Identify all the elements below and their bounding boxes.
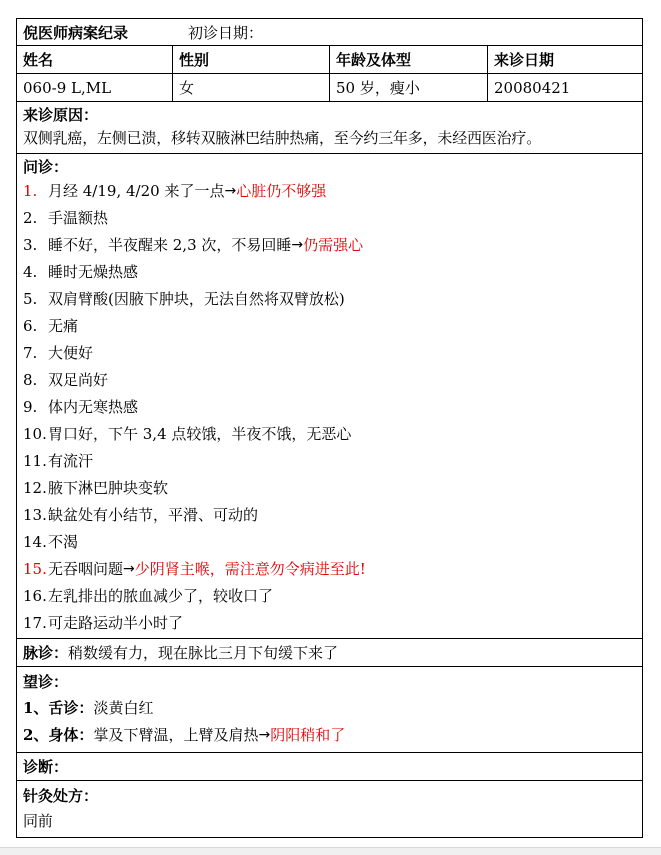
inquiry-item-text: 可走路运动半小时了 <box>48 614 184 632</box>
column-header-age-build: 年龄及体型 <box>329 46 487 73</box>
tongue-label: 1、舌诊： <box>23 699 94 717</box>
patient-visit-date: 20080421 <box>487 74 642 101</box>
inquiry-item-text: 无痛 <box>48 317 79 335</box>
inquiry-item-note: 仍需强心 <box>303 236 364 254</box>
inquiry-item-number: 15. <box>23 560 47 578</box>
inquiry-item-text: 月经 4/19, 4/20 来了一点 <box>48 182 225 200</box>
inquiry-item-number: 14. <box>23 533 47 551</box>
body-note: 阴阳稍和了 <box>270 726 346 744</box>
record-header <box>17 19 642 46</box>
inquiry-item-number: 6. <box>23 317 38 335</box>
inquiry-item-text: 体内无寒热感 <box>48 398 139 416</box>
inquiry-item-number: 2. <box>23 209 38 227</box>
acupuncture-label: 针灸处方： <box>23 787 99 805</box>
visit-reason-section <box>17 102 642 154</box>
inquiry-section <box>17 154 642 639</box>
inquiry-item-text: 左乳排出的脓血减少了，较收口了 <box>48 587 274 605</box>
inquiry-item-number: 9. <box>23 398 38 416</box>
inquiry-item <box>23 286 636 313</box>
pulse-section <box>17 639 642 667</box>
inquiry-item <box>23 394 636 421</box>
visit-reason-text: 双侧乳癌，左侧已溃，移转双腋淋巴结肿热痛，至今约三年多，未经西医治疗。 <box>23 129 542 147</box>
inquiry-item <box>23 556 636 583</box>
inquiry-item-number: 12. <box>23 479 47 497</box>
inquiry-item <box>23 448 636 475</box>
inquiry-item-text: 双肩臂酸(因腋下肿块，无法自然将双臂放松) <box>48 290 345 308</box>
body-label: 2、身体： <box>23 726 94 744</box>
body-line <box>23 722 636 749</box>
inspection-label: 望诊： <box>23 673 69 691</box>
inquiry-item-number: 8. <box>23 371 38 389</box>
inquiry-item <box>23 232 636 259</box>
acupuncture-text: 同前 <box>23 812 53 830</box>
inquiry-item-text: 睡不好，半夜醒来 2,3 次，不易回睡 <box>48 236 292 254</box>
first-visit-date-label: 初诊日期： <box>188 23 264 42</box>
inquiry-item <box>23 610 636 637</box>
inquiry-item-number: 7. <box>23 344 38 362</box>
inquiry-item <box>23 313 636 340</box>
diagnosis-section <box>17 753 642 781</box>
arrow-icon: → <box>258 727 271 743</box>
column-header-row <box>17 46 642 74</box>
inquiry-item-number: 11. <box>23 452 47 470</box>
inquiry-item-text: 双足尚好 <box>48 371 109 389</box>
pulse-label: 脉诊： <box>23 644 69 662</box>
inquiry-label: 问诊： <box>23 158 69 176</box>
inquiry-item-text: 不渴 <box>48 533 79 551</box>
inquiry-item <box>23 205 636 232</box>
patient-sex: 女 <box>172 74 329 101</box>
tongue-line <box>23 695 636 722</box>
inquiry-item-number: 13. <box>23 506 47 524</box>
body-text: 掌及下臂温，上臂及肩热 <box>93 726 259 744</box>
inquiry-item-note: 心脏仍不够强 <box>236 182 327 200</box>
column-header-visit-date: 来诊日期 <box>487 46 642 73</box>
inquiry-item <box>23 340 636 367</box>
inquiry-item-number: 1. <box>23 182 38 200</box>
inquiry-item <box>23 421 636 448</box>
column-header-sex: 性别 <box>172 46 329 73</box>
inquiry-item-text: 胃口好，下午 3,4 点较饿，半夜不饿，无恶心 <box>48 425 352 443</box>
inquiry-item <box>23 583 636 610</box>
inspection-section <box>17 667 642 753</box>
inquiry-item-number: 10. <box>23 425 47 443</box>
patient-info-row <box>17 74 642 102</box>
arrow-icon: → <box>224 183 237 199</box>
inquiry-item <box>23 259 636 286</box>
diagnosis-label: 诊断： <box>23 758 69 776</box>
inquiry-item-number: 5. <box>23 290 38 308</box>
column-header-name: 姓名 <box>23 51 54 69</box>
inquiry-list <box>23 178 636 637</box>
inquiry-item-text: 大便好 <box>48 344 94 362</box>
inquiry-item-text: 无吞咽问题 <box>48 560 124 578</box>
record-title: 倪医师病案纪录 <box>23 23 129 42</box>
inquiry-item-number: 16. <box>23 587 47 605</box>
pulse-text: 稍数缓有力，现在脉比三月下旬缓下来了 <box>68 644 339 662</box>
inquiry-item-text: 睡时无燥热感 <box>48 263 139 281</box>
patient-name: 060-9 L,ML <box>23 78 112 97</box>
inquiry-item <box>23 178 636 205</box>
inquiry-item-number: 4. <box>23 263 38 281</box>
inquiry-item-text: 缺盆处有小结节，平滑、可动的 <box>48 506 259 524</box>
tongue-text: 淡黄白红 <box>93 699 154 717</box>
inquiry-item-text: 有流汗 <box>48 452 94 470</box>
inquiry-item <box>23 502 636 529</box>
acupuncture-section <box>17 781 642 837</box>
inquiry-item-text: 手温额热 <box>48 209 109 227</box>
arrow-icon: → <box>123 561 135 577</box>
patient-age-build: 50 岁，瘦小 <box>329 74 487 101</box>
medical-record-table <box>16 18 643 838</box>
arrow-icon: → <box>291 237 304 253</box>
visit-reason-label: 来诊原因： <box>23 106 99 124</box>
inquiry-item-number: 17. <box>23 614 47 632</box>
inquiry-item-number: 3. <box>23 236 38 254</box>
inquiry-item-note: 少阴肾主喉，需注意勿令病进至此! <box>134 560 366 578</box>
inquiry-item <box>23 529 636 556</box>
inquiry-item-text: 腋下淋巴肿块变软 <box>48 479 169 497</box>
inquiry-item <box>23 367 636 394</box>
inquiry-item <box>23 475 636 502</box>
